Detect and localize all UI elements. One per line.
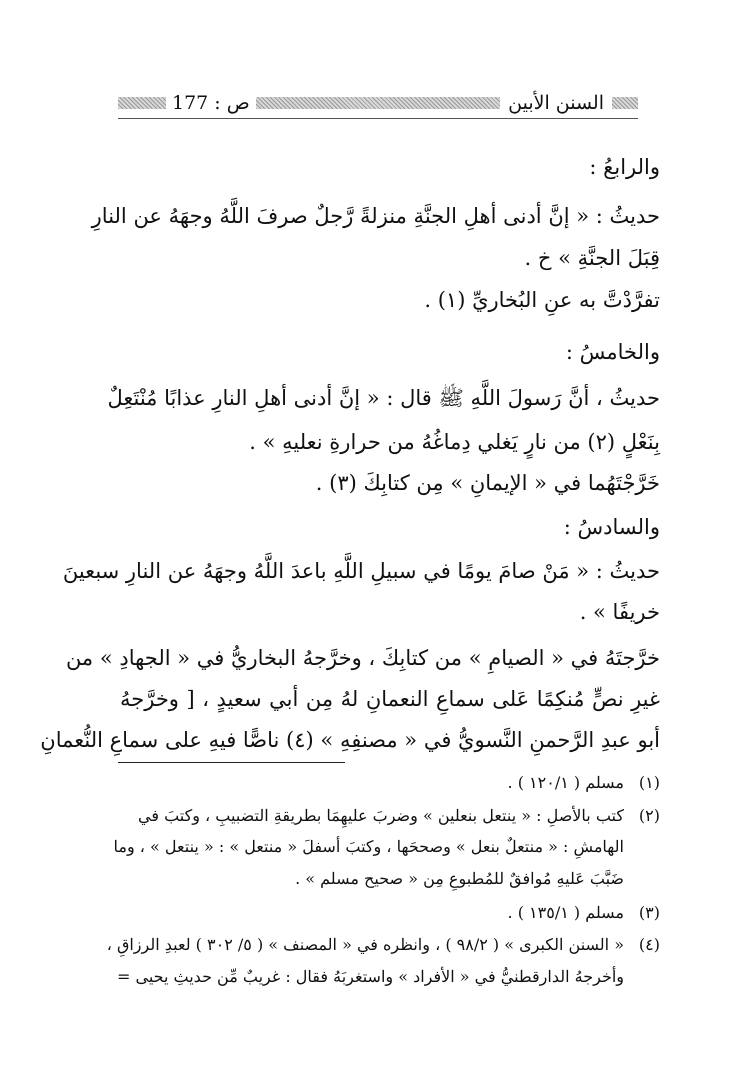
text-line: حديثُ : « مَنْ صامَ يومًا في سبيلِ اللَّهِ باعدَ اللَّهُ وجهَهُ عن النارِ سبعينَ <box>62 559 660 583</box>
footnote-number: (١) <box>638 773 660 792</box>
footnote-text: كتب بالأصلِ : « ينتعل بنعلين » وضربَ عليهِمَا بطريقةِ التضبيبِ ، وكتبَ في <box>138 806 624 825</box>
text-line: غيرِ نصٍّ مُنكِمًا عَلى سماعِ النعمانِ لهُ مِن أبي سعيدٍ ، [ وخرَّجهُ <box>120 687 660 711</box>
footnote-text: مسلم ( ١٢٠/١ ) . <box>507 773 624 792</box>
text-line: قِبَلَ الجنَّةِ » خ . <box>524 246 660 270</box>
text-line-heading-fifth: والخامسُ : <box>565 340 660 364</box>
footnote-text: « السنن الكبرى » ( ٩٨/٢ ) ، وانظره في « المصنف » ( ٥/ ٣٠٢ ) لعبدِ الرزاقِ ، <box>106 935 624 954</box>
page-number: ص : 177 <box>172 92 250 114</box>
footnote-number: (٣) <box>638 903 660 922</box>
footnote-text: مسلم ( ١٣٥/١ ) . <box>507 903 624 922</box>
text-line-heading-sixth: والسادسُ : <box>563 515 660 539</box>
header-ornament-middle <box>256 97 500 109</box>
text-line: بِنَعْلٍ (٢) من نارٍ يَغلي دِماغُهُ من حرارةِ نعليهِ » . <box>249 430 660 454</box>
footnote-1 <box>100 770 660 796</box>
footnote-number: (٤) <box>638 935 660 954</box>
text-line: خرَّجتَهُ في « الصيامِ » من كتابِكَ ، وخرَّجهُ البخاريُّ في « الجهادِ » من <box>65 646 660 670</box>
footnote-separator <box>118 762 345 763</box>
header-rule <box>118 118 638 119</box>
text-line: حديثُ : « إنَّ أدنى أهلِ الجنَّةِ منزلةً رَّجلٌ صرفَ اللَّهُ وجهَهُ عن النارِ <box>91 204 660 228</box>
text-line-heading-fourth: والرابعُ : <box>589 155 660 179</box>
footnote-2-line-2: الهامشِ : « منتعلٌ بنعل » وصححَها ، وكتبَ أسفلَ « منتعل » : « ينتعل » ، وما <box>113 837 624 856</box>
footnote-number: (٢) <box>638 806 660 825</box>
footnote-3 <box>100 900 660 926</box>
book-title: السنن الأبين <box>508 92 604 114</box>
text-line: خَرَّجْتَهُما في « الإيمانِ » مِن كتابِكَ (٣) . <box>315 471 660 495</box>
footnote-2-line-3: ضَبَّبَ عَليهِ مُوافقٌ للمُطبوعِ مِن « صحيح مسلم » . <box>295 869 624 888</box>
text-line: حديثُ ، أنَّ رَسولَ اللَّهِ ﷺ قال : « إنَّ أدنى أهلِ النارِ عذابًا مُنْتَعِلٌ <box>107 386 660 410</box>
running-header <box>118 92 638 114</box>
footnote-4-line-2: وأخرجهُ الدارقطنيُّ في « الأفراد » واستغربَهُ فقال : غريبٌ مِّن حديثِ يحيى = <box>116 967 624 986</box>
text-line: تفرَّدْتَّ به عنِ البُخاريِّ (١) . <box>424 288 660 312</box>
header-ornament-left <box>118 97 166 109</box>
footnote-4 <box>100 932 660 958</box>
text-line: أبو عبدِ الرَّحمنِ النَّسويُّ في « مصنفِهِ » (٤) ناصًّا فيهِ على سماعِ النُّعمانِ <box>40 728 660 752</box>
footnote-2 <box>100 803 660 829</box>
header-ornament-right <box>612 97 638 109</box>
text-line: خريفًا » . <box>579 600 660 624</box>
